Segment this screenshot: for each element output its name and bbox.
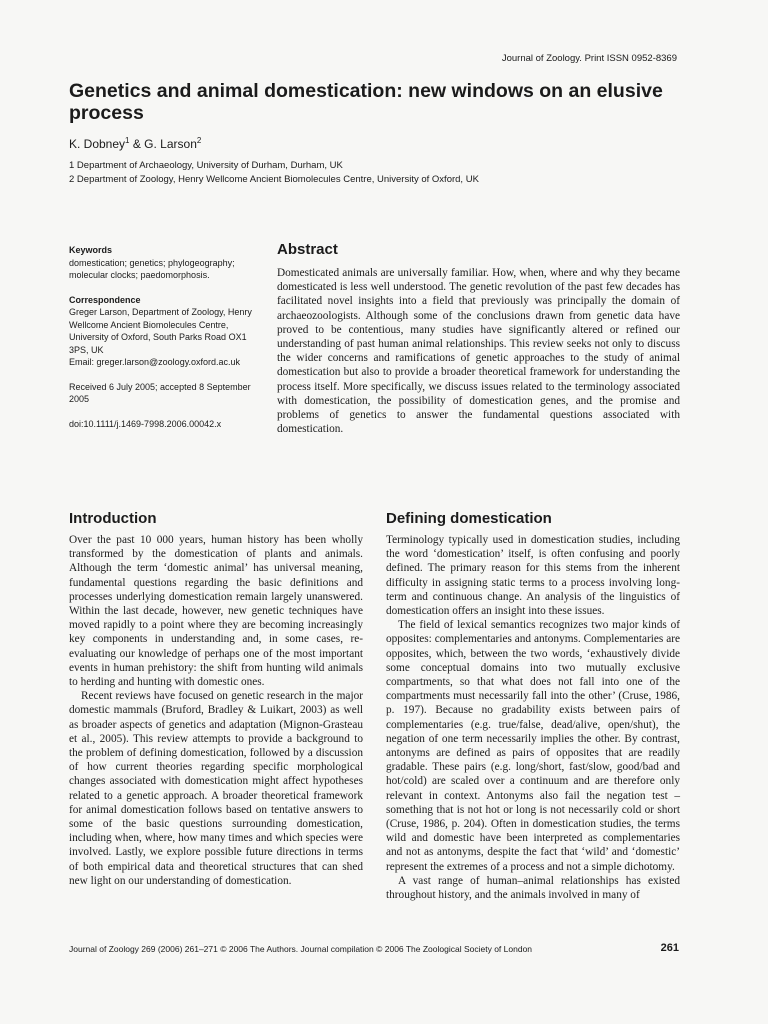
article-title: Genetics and animal domestication: new windows on an elusive process <box>69 80 663 124</box>
paragraph: Terminology typically used in domestication studies, including the word ‘domestication’ itself, is often confusing and poorly defined. The primary reason for this stems from the inherent difficulty in assigning static terms to a process involving long-term and continuous change. An analysis of the linguistics of domestication offers an insight into these issues. <box>386 534 680 618</box>
defining-domestication-body <box>386 533 680 902</box>
abstract-text: Domesticated animals are universally familiar. How, when, where and why they became domesticated is less well understood. The genetic revolution of the past few decades has facilitated novel insights into a field that previously was principally the domain of archaeozoologists. Although some of the conclusions drawn from genetic data have proved to be contentious, many studies have significantly altered or refined our understanding of past human animal relationships. This review seeks not only to discuss the wider concerns and ramifications of genetic approaches to the study of animal domestication but also to provide a broader theoretical framework for understanding the process itself. More specifically, we discuss issues related to the terminology associated with domestication, the possibility of domestication genes, and the promise and problems of genetics to answer the fundamental questions associated with domestication. <box>277 267 680 436</box>
affiliation: 2 Department of Zoology, Henry Wellcome Ancient Biomolecules Centre, University of Oxford, UK <box>69 174 479 185</box>
abstract-heading: Abstract <box>277 241 338 258</box>
journal-header: Journal of Zoology. Print ISSN 0952-8369 <box>501 53 677 64</box>
affiliation: 1 Department of Archaeology, University of Durham, Durham, UK <box>69 160 343 171</box>
correspondence-heading: Correspondence <box>69 294 141 305</box>
correspondence-block <box>69 294 259 369</box>
article-sidebar <box>69 244 259 442</box>
authors <box>69 136 201 151</box>
author-name: G. Larson <box>144 137 197 151</box>
correspondence-email: Email: greger.larson@zoology.oxford.ac.uk <box>69 357 241 367</box>
paragraph: Recent reviews have focused on genetic research in the major domestic mammals (Bruford, Bradley & Luikart, 2003) as well as broader aspects of genetics and adaptation (Mignon-Grasteau et al., 2005). This review attempts to provide a background to the problem of defining domestication, followed by a discussion of how current theories regarding specific morphological changes associated with domestication might affect hypotheses related to a genetic approach. A broader theoretical framework for animal domestication follows based on tentative answers to some of the basic questions surrounding domestication, including when, where, how many times and which species were involved. Lastly, we explore possible future directions in terms of both empirical data and theoretical structures that can shed new light on our understanding of domestication. <box>69 690 363 887</box>
author-name: K. Dobney <box>69 137 126 151</box>
footer-citation: Journal of Zoology 269 (2006) 261–271 © 2006 The Authors. Journal compilation © 2006 The Zoological Society of London <box>69 944 533 954</box>
correspondence-text: Greger Larson, Department of Zoology, Henry Wellcome Ancient Biomolecules Centre, University of Oxford, South Parks Road OX1 3PS, UK <box>69 307 252 355</box>
affiliation-marker: 1 <box>125 136 130 145</box>
doi: doi:10.1111/j.1469-7998.2006.00042.x <box>69 418 222 429</box>
keywords-heading: Keywords <box>69 245 113 255</box>
introduction-body <box>69 533 363 888</box>
keywords-block <box>69 244 259 282</box>
received-dates: Received 6 July 2005; accepted 8 September 2005 <box>69 381 251 404</box>
paragraph: The field of lexical semantics recognizes two major kinds of opposites: complementaries and antonyms. Complementaries are opposites, which, between the two words, ‘exhaustively divide some conceptual domains into two mutually exclusive compartments, so that what does not fall into one of the compartments must necessarily fall into the other’ (Cruse, 1986, p. 197). Because no gradability exists between pairs of complementaries (e.g. true/false, dead/alive, open/shut), the negation of one term necessarily implies the other. By contrast, antonyms are defined as pairs of opposites that are readily gradable. These pairs (e.g. long/short, fast/slow, good/bad and hot/cold) are scaled over a continuum and are therefore only relevant in context. Antonyms also fail the negation test – something that is not hot or long is not necessarily cold or short (Cruse, 1986, p. 204). Often in domestication studies, the terms wild and domestic have been interpreted as complementaries and not as antonyms, despite the fact that ‘wild’ and ‘domestic’ represent the extremes of a process and not a simple dichotomy. <box>386 619 680 873</box>
affiliations <box>69 159 479 187</box>
page-number: 261 <box>660 942 679 954</box>
introduction-heading: Introduction <box>69 510 157 527</box>
paragraph: Over the past 10 000 years, human history has been wholly transformed by the domestication of plants and animals. Although the term ‘domestic animal’ has universal meaning, fundamental questions regarding the basic definitions and processes underlying domestication remain largely unanswered. Within the last decade, however, new genetic techniques have moved rapidly to a point where they are becoming increasingly key components in understanding and, in some cases, re-evaluating our knowledge of perhaps one of the most important events in human prehistory: the shift from hunting wild animals to herding and hunting with domestic ones. <box>69 534 363 689</box>
defining-domestication-heading: Defining domestication <box>386 510 552 527</box>
author-conjunction: & <box>129 137 145 151</box>
keywords-text: domestication; genetics; phylogeography; molecular clocks; paedomorphosis. <box>69 257 235 280</box>
affiliation-marker: 2 <box>196 136 202 145</box>
paragraph: A vast range of human–animal relationships has existed throughout history, and the animals involved in many of <box>386 874 680 902</box>
